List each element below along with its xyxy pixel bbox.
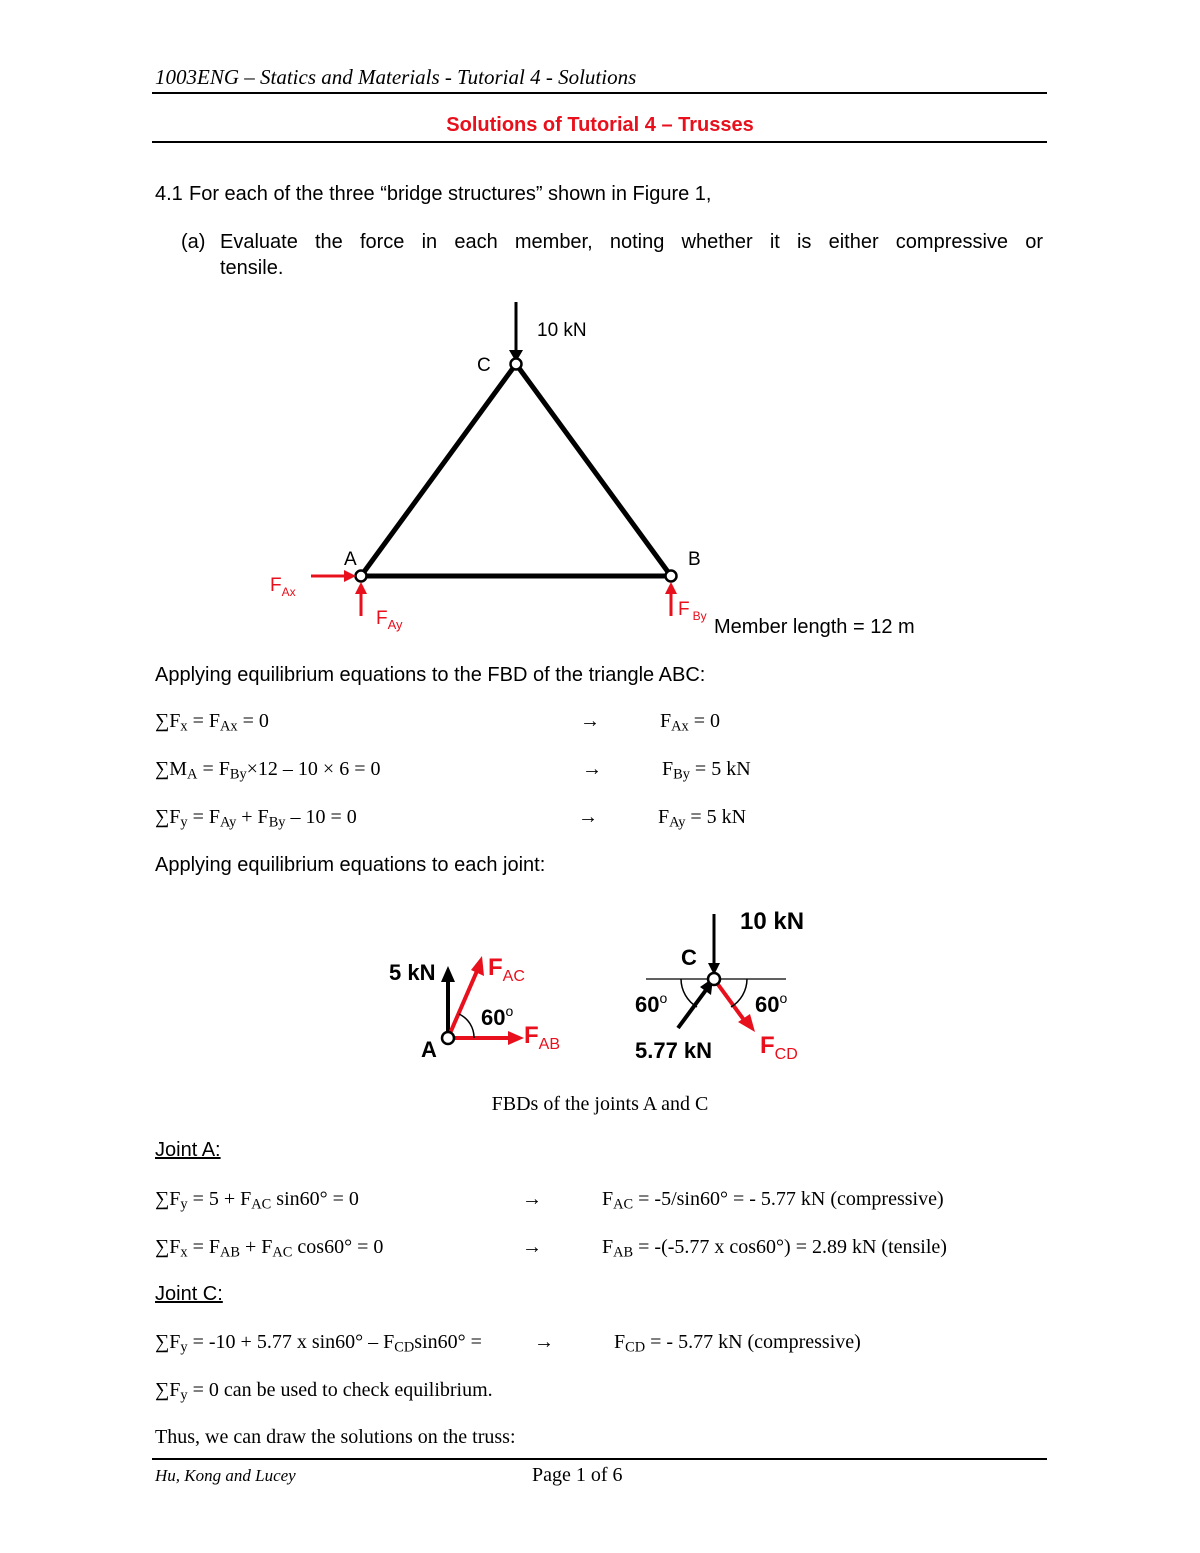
abc-eq2-lhs: $\sum M_A = F_{By}\times 12 - 10 \times 6 = 0$: [155, 758, 381, 783]
pin-b: [666, 571, 677, 582]
abc-eq2-arrow: →: [582, 758, 602, 780]
joint-c-heading: Joint C:: [155, 1283, 223, 1305]
joint-c-eq1-arrow: →: [534, 1331, 554, 1353]
f-ay-arrow-head-icon: [355, 582, 367, 594]
joint-a-fab-label: $F_{AB}$: [524, 1022, 561, 1053]
joint-a-fac-arrow-head-icon: [471, 956, 484, 976]
joint-a-eq1-lhs: $\sum F_y = 5 + F_{AC}$ sin60° = 0: [155, 1188, 359, 1213]
joint-c-member-force-arrow: [678, 990, 706, 1028]
part-a-line2: tensile.: [220, 257, 284, 279]
footer-page-number: Page 1 of 6: [532, 1464, 623, 1486]
question-text: For each of the three “bridge structures” shown in Figure 1,: [189, 183, 712, 205]
abc-eq1-rhs: $F_{Ax} = 0$: [660, 710, 720, 735]
joint-a-angle-label: 60$^o$: [481, 1003, 514, 1030]
joint-a-eq2-arrow: →: [522, 1236, 542, 1258]
truss-load-label: 10 kN: [537, 320, 587, 341]
abc-eq3-rhs: $F_{Ay} = 5$ kN: [658, 806, 747, 831]
f-by-arrow-head-icon: [665, 582, 677, 594]
title-rule: [152, 141, 1047, 143]
member-length-label: Member length = 12 m: [714, 616, 915, 638]
joint-fbd-diagram: [0, 900, 1200, 1070]
running-header: 1003ENG – Statics and Materials - Tutorial 4 - Solutions: [155, 65, 637, 89]
joint-c-eq1-rhs: $F_{CD}$ = - 5.77 kN (compressive): [614, 1331, 861, 1356]
member-bc: [516, 364, 671, 576]
page-title: Solutions of Tutorial 4 – Trusses: [446, 114, 754, 136]
part-a-line1: Evaluate the force in each member, noting whether it is either compressive or: [220, 231, 1043, 253]
member-ac: [361, 364, 516, 576]
joint-c-left-angle-label: 60$^o$: [635, 990, 668, 1017]
abc-eq3-lhs: $\sum F_y = F_{Ay} + F_{By} - 10 = 0$: [155, 806, 357, 831]
question-number: 4.1: [155, 183, 183, 205]
joint-a-fac-label: $F_{AC}$: [488, 954, 525, 985]
conclusion-text: Thus, we can draw the solutions on the truss:: [155, 1426, 516, 1448]
joint-a-fab-arrow-head-icon: [508, 1031, 524, 1045]
joint-c-node-label: C: [681, 945, 697, 970]
header-rule: [152, 92, 1047, 94]
joint-c-eq1-lhs: $\sum F_y = -10 + 5.77$ x $\sin 60^\circ - F_{CD}\sin 60^\circ$ =: [155, 1331, 482, 1356]
node-c-label: C: [477, 355, 491, 376]
joint-c-check: $\sum F_y = 0$ can be used to check equilibrium.: [155, 1379, 493, 1404]
joint-a-pin: [442, 1032, 454, 1044]
abc-eq1-lhs: $\sum F_x = F_{Ax} = 0$: [155, 710, 269, 735]
abc-eq2-rhs: $F_{By} = 5$ kN: [662, 758, 751, 783]
joint-c-right-angle-label: 60$^o$: [755, 990, 788, 1017]
joint-a-load-label: 5 kN: [389, 960, 436, 985]
pin-c: [511, 359, 522, 370]
abc-eq3-arrow: →: [578, 806, 598, 828]
joint-c-load-label: 10 kN: [740, 908, 805, 935]
joint-a-eq2-rhs: $F_{AB} = -(-5.77$ x cos60°) = 2.89 kN (tensile): [602, 1236, 947, 1261]
joint-a-heading: Joint A:: [155, 1139, 221, 1161]
joint-c-pin: [708, 973, 720, 985]
joint-c-fcd-label: $F_{CD}$: [760, 1032, 798, 1063]
joint-a-eq1-arrow: →: [522, 1188, 542, 1210]
joints-intro: Applying equilibrium equations to each joint:: [155, 854, 546, 876]
f-ax-label: $F_{Ax}$: [270, 575, 296, 599]
part-a-label: (a): [181, 231, 206, 253]
node-a-label: A: [344, 549, 357, 570]
footer-authors: Hu, Kong and Lucey: [155, 1466, 296, 1485]
abc-eq1-arrow: →: [580, 710, 600, 732]
f-by-label: F $_{By}$: [678, 599, 707, 623]
node-b-label: B: [688, 549, 701, 570]
pin-a: [356, 571, 367, 582]
joint-a-node-label: A: [421, 1037, 437, 1062]
joint-a-angle-arc: [459, 1014, 474, 1038]
joint-a-load-arrow-head-icon: [441, 966, 455, 982]
abc-intro: Applying equilibrium equations to the FBD of the triangle ABC:: [155, 664, 706, 686]
joint-c-force-label: 5.77 kN: [635, 1038, 713, 1063]
f-ax-arrow-head-icon: [344, 570, 356, 582]
fbd-caption: FBDs of the joints A and C: [491, 1093, 709, 1115]
footer-rule: [152, 1458, 1047, 1460]
joint-a-eq2-lhs: $\sum F_x = F_{AB} + F_{AC}$ cos60° = 0: [155, 1236, 384, 1261]
truss-diagram: [0, 290, 1200, 650]
joint-a-eq1-rhs: $F_{AC} = -5/\sin 60^\circ$ = - 5.77 kN (compressive): [602, 1188, 944, 1213]
f-ay-label: $F_{Ay}$: [376, 608, 403, 632]
